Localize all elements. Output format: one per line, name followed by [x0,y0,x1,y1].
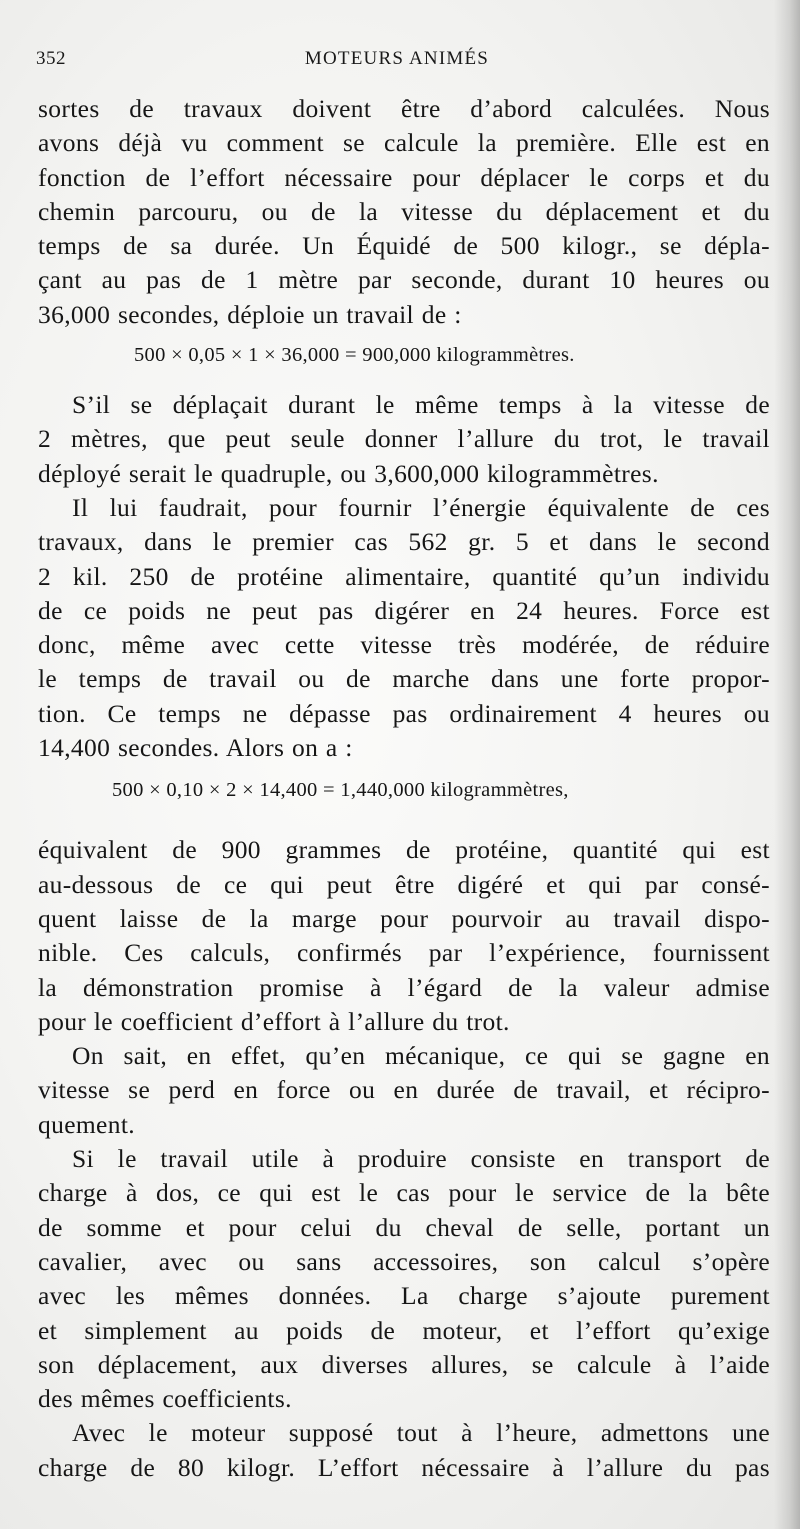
text-line: 2 kil. 250 de protéine alimentaire, quantité qu’un individu [38,561,770,591]
running-title: MOTEURS ANIMÉS [304,48,490,69]
text-line: chemin parcouru, ou de la vitesse du déplacement et du [38,196,770,226]
text-line: cavalier, avec ou sans accessoires, son calcul s’opère [38,1246,770,1276]
text-line: Avec le moteur supposé tout à l’heure, admettons une [72,1418,770,1448]
text-line: quent laisse de la marge pour pourvoir au travail dispo- [38,903,770,933]
text-line: 2 mètres, que peut seule donner l’allure du trot, le travail [38,424,770,454]
paragraph [38,92,770,332]
page-edge-shadow [774,0,800,1529]
text-line: donc, même avec cette vitesse très modérée, de réduire [38,630,770,660]
formula: 500 × 0,10 × 2 × 14,400 = 1,440,000 kilogrammètres, [112,779,569,802]
text-line: travaux, dans le premier cas 562 gr. 5 et dans le second [38,527,770,557]
text-line: de ce poids ne peut pas digérer en 24 heures. Force est [38,595,770,625]
paragraph [38,491,770,765]
text-line: sortes de travaux doivent être d’abord calculées. Nous [38,94,770,123]
text-line: Si le travail utile à produire consiste en transport de [72,1144,770,1174]
text-line: pour le coefficient d’effort à l’allure du trot. [38,1006,510,1036]
text-line: avons déjà vu comment se calcule la première. Elle est en [38,128,770,158]
text-line: S’il se déplaçait durant le même temps à la vitesse de [72,390,770,420]
text-line: la démonstration promise à l’égard de la valeur admise [38,972,770,1002]
text-line: nible. Ces calculs, confirmés par l’expérience, fournissent [38,938,770,968]
text-line: On sait, en effet, qu’en mécanique, ce qui se gagne en [72,1041,770,1071]
text-line: déployé serait le quadruple, ou 3,600,000 kilogrammètres. [38,458,659,488]
text-line: quement. [38,1109,135,1139]
text-line: son déplacement, aux diverses allures, se calcule à l’aide [38,1349,770,1379]
text-line: le temps de travail ou de marche dans une forte propor- [38,664,770,694]
text-line: charge à dos, ce qui est le cas pour le service de la bête [38,1178,770,1208]
formula: 500 × 0,05 × 1 × 36,000 = 900,000 kilogrammètres. [134,344,575,367]
text-line: 14,400 secondes. Alors on a : [38,733,353,763]
paragraph [38,388,770,491]
paragraph [38,1039,770,1142]
text-line: vitesse se perd en force ou en durée de travail, et récipro- [38,1075,770,1105]
paragraph [38,1416,770,1485]
text-line: Il lui faudrait, pour fournir l’énergie équivalente de ces [72,492,770,522]
text-line: avec les mêmes données. La charge s’ajoute purement [38,1281,770,1311]
text-line: temps de sa durée. Un Équidé de 500 kilogr., se dépla- [38,231,770,261]
page-number: 352 [36,48,66,69]
text-line: charge de 80 kilogr. L’effort nécessaire à l’allure du pas [38,1452,770,1482]
page-header [32,48,762,76]
text-line: des mêmes coefficients. [38,1384,292,1414]
text-line: équivalent de 900 grammes de protéine, quantité qui est [38,835,770,865]
page-body [38,92,770,1485]
text-line: çant au pas de 1 mètre par seconde, durant 10 heures ou [38,265,770,295]
paragraph [38,833,770,1039]
paragraph [38,1142,770,1416]
text-line: tion. Ce temps ne dépasse pas ordinairement 4 heures ou [38,698,770,728]
text-line: et simplement au poids de moteur, et l’effort qu’exige [38,1315,770,1345]
text-line: fonction de l’effort nécessaire pour déplacer le corps et du [38,162,770,192]
text-line: 36,000 secondes, déploie un travail de : [38,299,462,329]
text-line: au-dessous de ce qui peut être digéré et qui par consé- [38,869,770,899]
text-line: de somme et pour celui du cheval de selle, portant un [38,1212,770,1242]
